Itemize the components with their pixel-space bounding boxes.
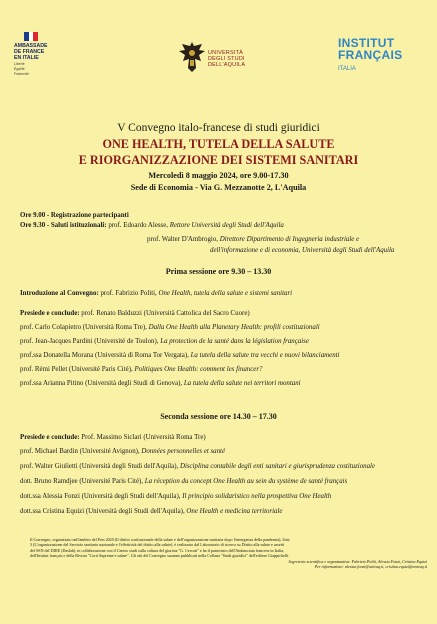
session1-chair (20, 309, 250, 318)
greetings-role: Rettore Università degli Studi dell'Aquila (169, 222, 284, 229)
footer-note (30, 537, 430, 559)
title-line1: ONE HEALTH, TUTELA DELLA SALUTE (102, 137, 335, 151)
ambassade-line3: EN ITALIE (14, 55, 39, 61)
talk-title: Politiques One Health: comment les financer? (134, 366, 263, 373)
talk-title: La réception du concept One Health au sein du système de santé français (144, 478, 348, 485)
title-line2: E RIORGANIZZAZIONE DEI SISTEMI SANITARI (78, 153, 359, 167)
talk-speaker: prof. Carlo Colapietro (Università Roma Tre), (20, 324, 149, 331)
greetings-line-2 (147, 235, 359, 244)
talk-title: Données personnelles et santé (141, 448, 226, 455)
ambassade-logo (14, 30, 84, 76)
footer-line: Il Convegno, organizzato nell'ambito del Prin 2020 (Il diritto costituzionale della salute e dell'organizzazione sanitaria dopo l'emergenza della pandemia), Unit (30, 537, 290, 542)
university-line3: DELL'AQUILA (208, 62, 246, 68)
greetings-line (20, 221, 284, 230)
session2-chair-name: Prof. Massimo Siclari (Università Roma Tre) (79, 434, 206, 441)
ambassade-motto3: Fraternité (14, 72, 29, 76)
talk-item (20, 492, 331, 501)
talk-title: La tutela della salute nei territori montani (183, 380, 301, 387)
ambassade-line1: AMBASSADE (14, 43, 48, 49)
footer-info: Per informazioni: alessia.fonzi@univaq.it, cristina.equizi@univaq.it (314, 564, 427, 570)
talk-title: La tutela della salute tra vecchi e nuovi bilanciamenti (190, 352, 340, 359)
talk-speaker: dott.ssa Alessia Fonzi (Università degli Studi dell'Aquila), (20, 493, 183, 500)
talk-speaker: dott.ssa Cristina Equizi (Università degli Studi dell'Aquila), (20, 508, 187, 515)
talk-item (20, 379, 301, 388)
intro-label: Introduzione al Convegno: (20, 290, 99, 297)
greetings-speaker-2: prof. Walter D'Ambrogio, (147, 236, 220, 243)
intro-title: One Health, tutela della salute e sistemi sanitari (158, 290, 293, 297)
talk-title: One Health e medicina territoriale (186, 508, 283, 515)
footer-contacts (289, 559, 427, 570)
talk-item (20, 477, 347, 486)
talk-item (20, 351, 339, 360)
talk-item (20, 365, 262, 374)
talk-item (20, 462, 375, 471)
session2-chair-label: Presiede e conclude: (20, 434, 80, 441)
footer-line: 3 (L'organizzazione del Servizio sanitario nazionale e l'effettività del diritto alla salute), è realizzato dal Laboratorio di ricerca su Diritto alla salute e assetti (30, 542, 285, 548)
convegno-heading: V Convegno italo-francese di studi giuridici (117, 122, 320, 134)
talk-title: Dalla One Health alla Planetary Health: profili costituzionali (148, 324, 320, 331)
french-flag-icon (24, 32, 38, 41)
greetings-speaker: prof. Edoardo Alesse, (106, 222, 170, 229)
talk-item (20, 447, 225, 456)
talk-speaker: prof. Michael Bardin (Université Avignon), (20, 448, 142, 455)
ambassade-motto2: Égalité (14, 67, 25, 71)
talk-item (20, 507, 282, 516)
institut-line3: ITALIA (338, 66, 356, 72)
ambassade-motto1: Liberté (14, 62, 25, 66)
event-date: Mercoledì 8 maggio 2024, ore 9.00-17.30 (148, 171, 289, 180)
session1-title: Prima sessione ore 9.30 – 13.30 (165, 267, 272, 276)
institut-line2: FRANÇAIS (338, 48, 403, 62)
ambassade-line2: DE FRANCE (14, 49, 45, 55)
event-place: Sede di Economia - Via G. Mezzanotte 2, L'Aquila (130, 183, 307, 192)
session2-title: Seconda sessione ore 14.30 – 17.30 (160, 412, 277, 421)
talk-speaker: prof. Walter Giulietti (Università degli Studi dell'Aquila), (20, 463, 180, 470)
talk-item (20, 337, 309, 346)
talk-speaker: prof.ssa Arianna Pitino (Università degli Studi di Genova), (20, 380, 184, 387)
talk-title: La protection de la santé dans la législation française (160, 338, 309, 345)
greetings-role-2: Direttore Dipartimento di Ingegneria industriale e (219, 236, 360, 243)
university-line1: UNIVERSITÀ (208, 50, 244, 56)
institut-francais-logo (338, 37, 418, 74)
intro-line (20, 289, 292, 298)
session1-chair-name: prof. Renato Balduzzi (Università Cattolica del Sacro Cuore) (79, 310, 250, 317)
greetings-role-2-cont: dell'informazione e di economia, Università degli Studi dell'Aquila (210, 247, 395, 254)
session2-chair (20, 433, 206, 442)
talk-speaker: dott. Bruno Ramdjee (Université Paris Cité), (20, 478, 145, 485)
talk-speaker: prof.ssa Donatella Morana (Università di Roma Tor Vergata), (20, 352, 191, 359)
talk-item (20, 323, 320, 332)
registration-line: Ore 9.00 - Registrazione partecipanti (20, 212, 129, 219)
session1-chair-label: Presiede e conclude: (20, 310, 80, 317)
footer-secretariat: Segreteria scientifica e organizzativa: Fabrizio Politi, Alessia Fonzi, Cristina Equizi (288, 559, 427, 564)
university-line2: DEGLI STUDI (208, 56, 245, 62)
institut-line1: INSTITUT (338, 36, 395, 50)
talk-title: Il principio solidaristico nella prospettiva One Health (182, 493, 332, 500)
footer-line: del SSN del DIIIE (Daslab), in collaborazione con il Centro studi sulla cultura del giurista "G. Cervati" e ha il patrocinio dell'Ambasciata francese in Italia, (30, 547, 285, 553)
talk-speaker: prof. Rémi Pellet (Université Paris Cité), (20, 366, 135, 373)
footer-line: dell'Institut français e della Rivista "Corti Supreme e salute". Gli atti del Convegno saranno pubblicati nella Collana "Studi giuridici" dell'editore Giappichelli. (30, 553, 290, 559)
talk-speaker: prof. Jean-Jacques Pardini (Université de Toulon), (20, 338, 161, 345)
eagle-crest-icon (178, 40, 206, 74)
intro-speaker: prof. Fabrizio Politi, (98, 290, 159, 297)
greetings-label: Ore 9.30 - Saluti istituzionali: (20, 222, 107, 229)
university-logo (178, 40, 268, 76)
talk-title: Disciplina contabile degli enti sanitari e giurisprudenza costituzionale (179, 463, 375, 470)
